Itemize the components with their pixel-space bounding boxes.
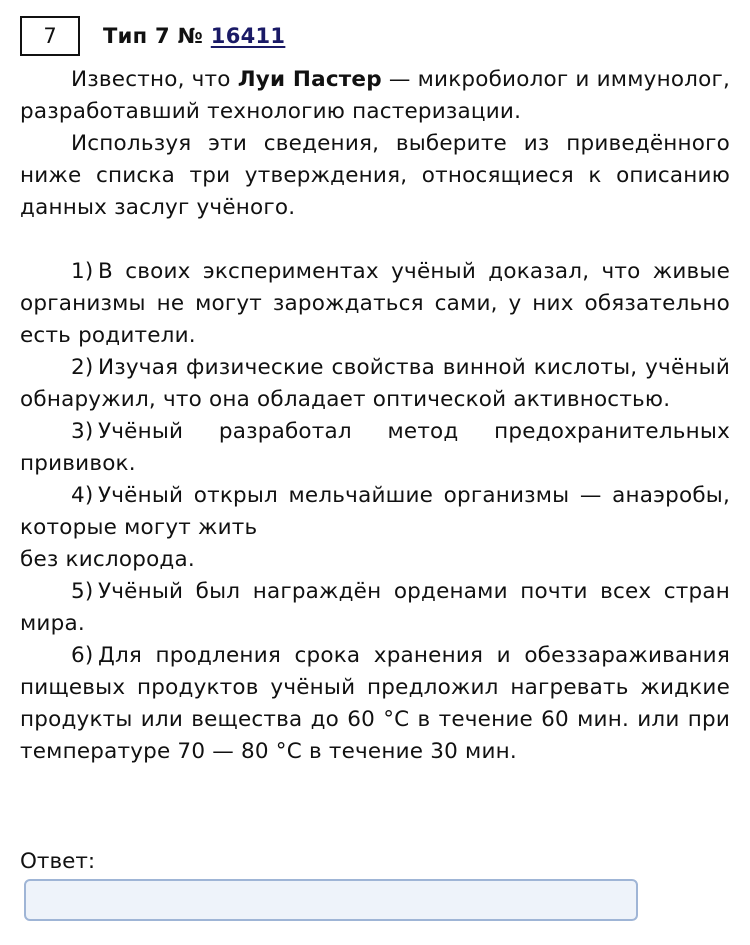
task-type-label: Тип 7 № [103, 24, 204, 48]
task-header [20, 14, 285, 58]
task-number-box: 7 [20, 16, 80, 56]
option-item: 6) Для продления срока хранения и обеззараживания пищевых продуктов учёный предложил нагревать жидкие продукты или вещества до 60 °С в течение 60 мин. или при температуре 70 — 80 °С в течение 30 мин. [20, 643, 730, 764]
intro-paragraph-2: Используя эти сведения, выберите из приведённого ниже списка три утверждения, относящиеся к описанию данных заслуг учёного. [20, 131, 730, 220]
option-item: 2) Изучая физические свойства винной кислоты, учёный обнаружил, что она обладает оптической активностью. [20, 355, 730, 412]
option-item: 1) В своих экспериментах учёный доказал, что живые организмы не могут зарождаться сами, у них обязательно есть родители. [20, 259, 730, 348]
option-item: 5) Учёный был награждён орденами почти всех стран мира. [20, 579, 730, 636]
intro-paragraph-1: Известно, что Луи Пастер — микробиолог и иммунолог, разработавший технологию пастеризации. [20, 67, 731, 124]
task-body [20, 64, 730, 768]
answer-label: Ответ: [20, 849, 96, 874]
scientist-name: Луи Пастер [237, 67, 382, 92]
option-item: 3) Учёный разработал метод предохранительных прививок. [20, 419, 730, 476]
option-item: 4) Учёный открыл мельчайшие организмы — анаэробы, которые могут жить без кислорода. [20, 483, 730, 572]
task-title [103, 24, 285, 48]
task-id-link[interactable]: 16411 [210, 24, 286, 48]
answer-input[interactable] [24, 879, 638, 921]
